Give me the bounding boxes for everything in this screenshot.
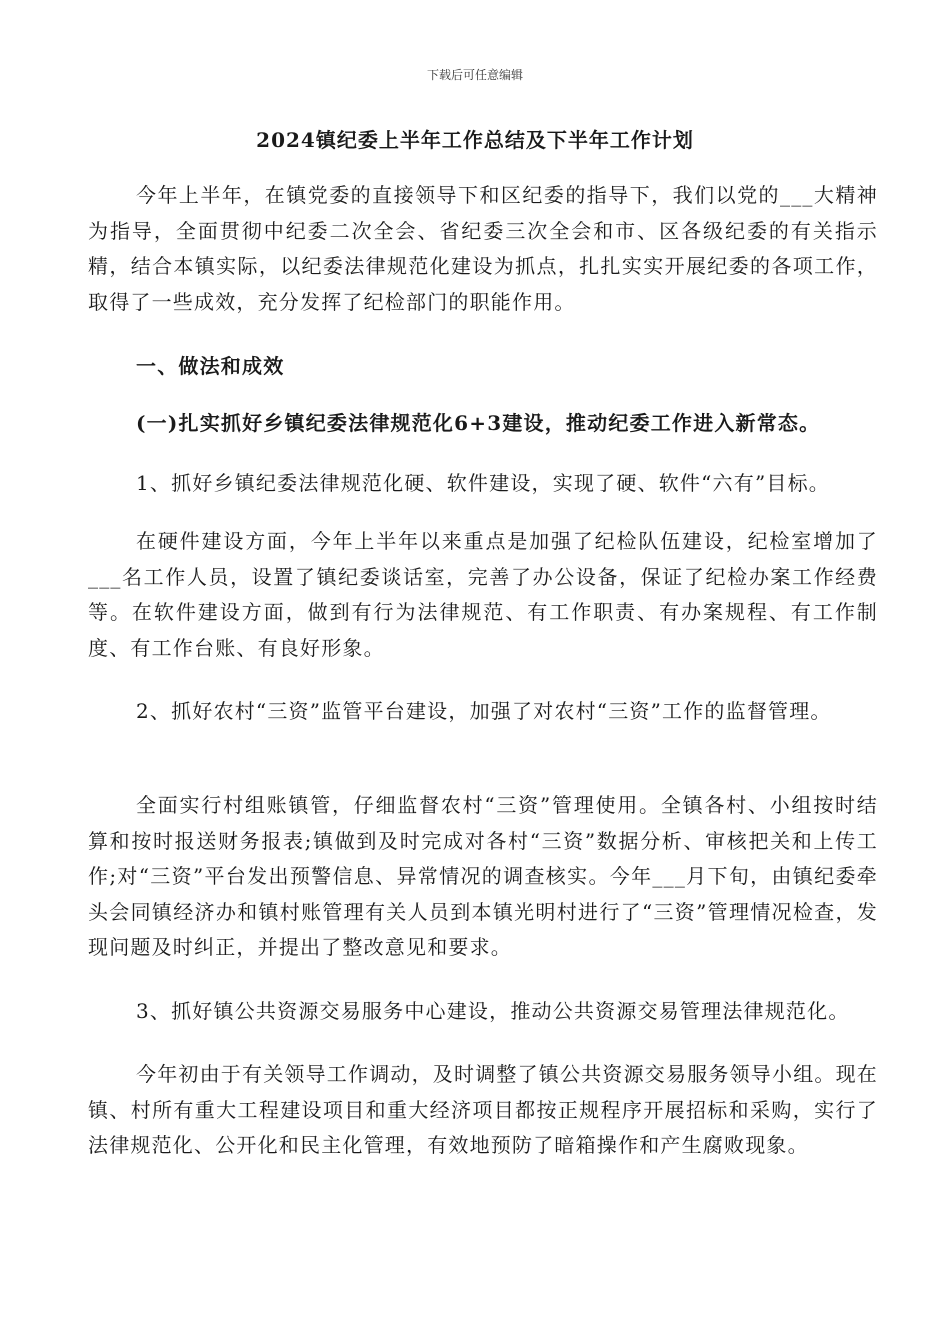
- item-3-heading-text: 3、抓好镇公共资源交易服务中心建设，推动公共资源交易管理法律规范化。: [136, 999, 850, 1023]
- subsection-heading-text: (一)扎实抓好乡镇纪委法律规范化6+3建设，推动纪委工作进入新常态。: [136, 411, 821, 435]
- item-3-body-text: 今年初由于有关领导工作调动，及时调整了镇公共资源交易服务领导小组。现在镇、村所有重大工程建设项目和重大经济项目都按正规程序开展招标和采购，实行了法律规范化、公开化和民主化管理，有效地预防了暗箱操作和产生腐败现象。: [88, 1062, 878, 1157]
- item-2-body: [88, 788, 878, 966]
- item-3-body: [88, 1057, 878, 1164]
- header-note: 下载后可任意编辑: [426, 68, 523, 82]
- item-1-body: [88, 524, 878, 666]
- item-1-heading: [88, 466, 878, 502]
- intro-text: 今年上半年，在镇党委的直接领导下和区纪委的指导下，我们以党的___大精神为指导，全面贯彻中纪委二次全会、省纪委三次全会和市、区各级纪委的有关指示精，结合本镇实际，以纪委法律规范化建设为抓点，扎扎实实开展纪委的各项工作，取得了一些成效，充分发挥了纪检部门的职能作用。: [88, 183, 878, 314]
- item-1-heading-text: 1、抓好乡镇纪委法律规范化硬、软件建设，实现了硬、软件“六有”目标。: [136, 471, 830, 495]
- item-2-heading-text: 2、抓好农村“三资”监管平台建设，加强了对农村“三资”工作的监督管理。: [136, 699, 832, 723]
- item-3-heading: [88, 994, 878, 1030]
- item-1-body-text: 在硬件建设方面，今年上半年以来重点是加强了纪检队伍建设，纪检室增加了___名工作人员，设置了镇纪委谈话室，完善了办公设备，保证了纪检办案工作经费等。在软件建设方面，做到有行为法律规范、有工作职责、有办案规程、有工作制度、有工作台账、有良好形象。: [88, 529, 878, 660]
- item-2-heading: [88, 694, 878, 730]
- item-2-body-text: 全面实行村组账镇管，仔细监督农村“三资”管理使用。全镇各村、小组按时结算和按时报送财务报表;镇做到及时完成对各村“三资”数据分析、审核把关和上传工作;对“三资”平台发出预警信息、异常情况的调查核实。今年___月下旬，由镇纪委牵头会同镇经济办和镇村账管理有关人员到本镇光明村进行了“三资”管理情况检查，发现问题及时纠正，并提出了整改意见和要求。: [88, 793, 878, 959]
- section-heading-1: [136, 349, 926, 385]
- document-title: 2024镇纪委上半年工作总结及下半年工作计划: [256, 128, 694, 152]
- intro-paragraph: [88, 178, 878, 320]
- subsection-heading-1: [88, 406, 878, 442]
- section-heading-text: 一、做法和成效: [136, 354, 285, 378]
